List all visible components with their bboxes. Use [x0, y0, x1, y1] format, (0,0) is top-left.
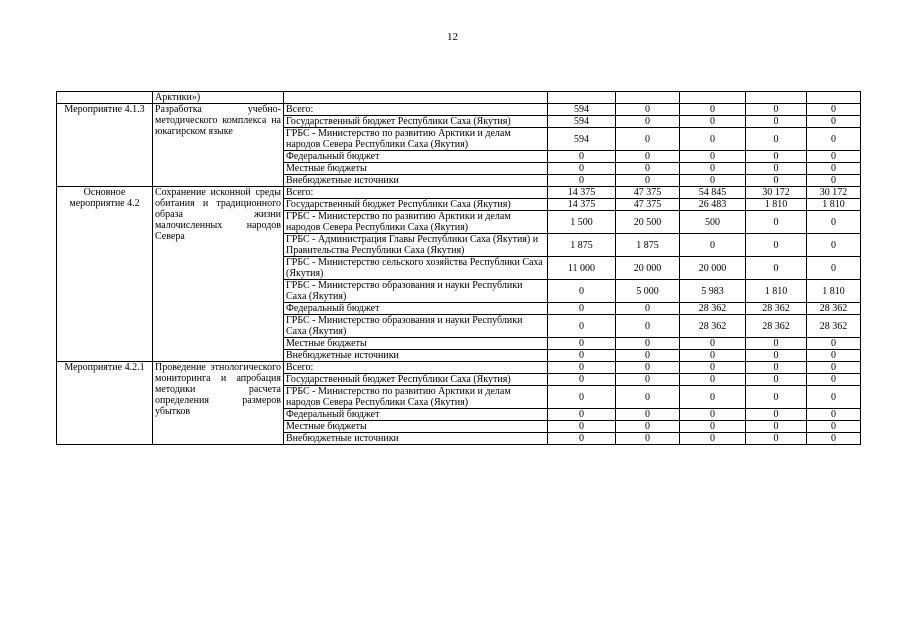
amount-cell: 0 — [548, 151, 616, 163]
amount-cell: 0 — [680, 350, 746, 362]
table-row — [57, 362, 861, 374]
amount-cell: 0 — [548, 374, 616, 386]
amount-cell: 26 483 — [680, 199, 746, 211]
amount-cell: 0 — [746, 350, 807, 362]
activity-name: Сохранение исконной среды обитания и традиционного образа жизни малочисленных народов Севера — [153, 187, 284, 362]
amount-cell: 0 — [680, 234, 746, 257]
amount-cell: 0 — [616, 104, 680, 116]
amount-cell: 0 — [807, 362, 861, 374]
amount-cell: 0 — [746, 116, 807, 128]
funding-source: Всего: — [284, 104, 548, 116]
activity-code: Основное мероприятие 4.2 — [57, 187, 153, 362]
amount-cell: 28 362 — [807, 315, 861, 338]
amount-cell: 0 — [680, 409, 746, 421]
funding-source: Местные бюджеты — [284, 338, 548, 350]
amount-cell: 0 — [548, 163, 616, 175]
amount-cell: 0 — [616, 338, 680, 350]
amount-cell: 0 — [680, 362, 746, 374]
amount-cell: 0 — [807, 350, 861, 362]
amount-cell: 0 — [807, 421, 861, 433]
activity-name: Разработка учебно-методического комплекса на юкагирском языке — [153, 104, 284, 187]
amount-cell: 1 810 — [807, 199, 861, 211]
budget-table — [56, 91, 861, 445]
funding-source: Внебюджетные источники — [284, 433, 548, 445]
amount-cell: 1 875 — [548, 234, 616, 257]
amount-cell: 1 810 — [746, 280, 807, 303]
amount-cell: 0 — [616, 163, 680, 175]
amount-cell: 0 — [548, 362, 616, 374]
amount-cell: 0 — [807, 374, 861, 386]
amount-cell: 0 — [548, 315, 616, 338]
funding-source: ГРБС - Министерство по развитию Арктики и делам народов Севера Республики Саха (Якутия) — [284, 211, 548, 234]
amount-cell: 0 — [746, 362, 807, 374]
amount-cell: 1 810 — [807, 280, 861, 303]
amount-cell: 0 — [616, 433, 680, 445]
table-row — [57, 187, 861, 199]
continuation-text: Арктики») — [153, 92, 284, 104]
amount-cell: 0 — [548, 175, 616, 187]
amount-cell: 594 — [548, 128, 616, 151]
amount-cell: 0 — [616, 362, 680, 374]
amount-cell: 0 — [746, 175, 807, 187]
amount-cell: 500 — [680, 211, 746, 234]
amount-cell: 14 375 — [548, 187, 616, 199]
amount-cell: 1 875 — [616, 234, 680, 257]
amount-cell: 0 — [746, 151, 807, 163]
amount-cell: 0 — [680, 128, 746, 151]
activity-code: Мероприятие 4.1.3 — [57, 104, 153, 187]
funding-source: Внебюджетные источники — [284, 350, 548, 362]
funding-source: ГРБС - Министерство по развитию Арктики и делам народов Севера Республики Саха (Якутия) — [284, 128, 548, 151]
cell-empty — [746, 92, 807, 104]
amount-cell: 0 — [548, 409, 616, 421]
amount-cell: 28 362 — [680, 315, 746, 338]
amount-cell: 0 — [807, 234, 861, 257]
cell-empty — [680, 92, 746, 104]
amount-cell: 0 — [807, 211, 861, 234]
amount-cell: 0 — [807, 338, 861, 350]
amount-cell: 0 — [807, 104, 861, 116]
amount-cell: 0 — [807, 175, 861, 187]
cell-empty — [616, 92, 680, 104]
funding-source: Всего: — [284, 362, 548, 374]
page-number: 12 — [447, 31, 458, 43]
amount-cell: 594 — [548, 104, 616, 116]
amount-cell: 0 — [680, 338, 746, 350]
amount-cell: 0 — [616, 374, 680, 386]
funding-source: ГРБС - Министерство по развитию Арктики и делам народов Севера Республики Саха (Якутия) — [284, 386, 548, 409]
amount-cell: 594 — [548, 116, 616, 128]
continuation-row — [57, 92, 861, 104]
funding-source: Всего: — [284, 187, 548, 199]
funding-source: Внебюджетные источники — [284, 175, 548, 187]
amount-cell: 0 — [680, 163, 746, 175]
amount-cell: 0 — [616, 175, 680, 187]
amount-cell: 0 — [807, 151, 861, 163]
amount-cell: 0 — [548, 386, 616, 409]
amount-cell: 0 — [680, 151, 746, 163]
cell-empty — [548, 92, 616, 104]
amount-cell: 0 — [616, 151, 680, 163]
activity-code: Мероприятие 4.2.1 — [57, 362, 153, 445]
amount-cell: 0 — [680, 386, 746, 409]
amount-cell: 0 — [548, 421, 616, 433]
amount-cell: 0 — [807, 409, 861, 421]
amount-cell: 11 000 — [548, 257, 616, 280]
amount-cell: 28 362 — [746, 315, 807, 338]
amount-cell: 0 — [548, 350, 616, 362]
amount-cell: 0 — [746, 386, 807, 409]
amount-cell: 28 362 — [746, 303, 807, 315]
amount-cell: 0 — [746, 234, 807, 257]
amount-cell: 0 — [746, 338, 807, 350]
amount-cell: 30 172 — [807, 187, 861, 199]
amount-cell: 0 — [807, 163, 861, 175]
amount-cell: 0 — [680, 433, 746, 445]
amount-cell: 20 500 — [616, 211, 680, 234]
funding-source: Федеральный бюджет — [284, 151, 548, 163]
cell-empty — [807, 92, 861, 104]
amount-cell: 0 — [807, 257, 861, 280]
activity-name: Проведение этнологического мониторинга и апробация методики расчета определения размеров убытков — [153, 362, 284, 445]
amount-cell: 0 — [616, 315, 680, 338]
funding-source: Государственный бюджет Республики Саха (Якутия) — [284, 116, 548, 128]
funding-source: ГРБС - Министерство сельского хозяйства Республики Саха (Якутия) — [284, 257, 548, 280]
amount-cell: 30 172 — [746, 187, 807, 199]
amount-cell: 0 — [548, 280, 616, 303]
amount-cell: 0 — [680, 421, 746, 433]
amount-cell: 0 — [807, 386, 861, 409]
amount-cell: 0 — [616, 303, 680, 315]
amount-cell: 0 — [746, 257, 807, 280]
amount-cell: 54 845 — [680, 187, 746, 199]
amount-cell: 0 — [746, 374, 807, 386]
amount-cell: 5 983 — [680, 280, 746, 303]
amount-cell: 0 — [746, 421, 807, 433]
amount-cell: 0 — [680, 116, 746, 128]
amount-cell: 0 — [616, 350, 680, 362]
amount-cell: 0 — [746, 104, 807, 116]
amount-cell: 0 — [548, 303, 616, 315]
amount-cell: 0 — [746, 128, 807, 151]
amount-cell: 20 000 — [680, 257, 746, 280]
amount-cell: 5 000 — [616, 280, 680, 303]
table-row — [57, 104, 861, 116]
amount-cell: 14 375 — [548, 199, 616, 211]
amount-cell: 0 — [807, 116, 861, 128]
amount-cell: 28 362 — [680, 303, 746, 315]
amount-cell: 0 — [746, 211, 807, 234]
cell-empty — [284, 92, 548, 104]
amount-cell: 47 375 — [616, 199, 680, 211]
amount-cell: 0 — [548, 338, 616, 350]
amount-cell: 0 — [746, 163, 807, 175]
funding-source: Местные бюджеты — [284, 421, 548, 433]
amount-cell: 1 810 — [746, 199, 807, 211]
funding-source: Федеральный бюджет — [284, 303, 548, 315]
amount-cell: 0 — [746, 409, 807, 421]
amount-cell: 0 — [616, 128, 680, 151]
funding-source: ГРБС - Министерство образования и науки Республики Саха (Якутия) — [284, 315, 548, 338]
funding-source: Государственный бюджет Республики Саха (Якутия) — [284, 374, 548, 386]
funding-source: Федеральный бюджет — [284, 409, 548, 421]
amount-cell: 0 — [548, 433, 616, 445]
amount-cell: 0 — [680, 175, 746, 187]
amount-cell: 0 — [807, 128, 861, 151]
cell-empty — [57, 92, 153, 104]
funding-source: ГРБС - Администрация Главы Республики Саха (Якутия) и Правительства Республики Саха (Якутия) — [284, 234, 548, 257]
amount-cell: 0 — [616, 386, 680, 409]
amount-cell: 28 362 — [807, 303, 861, 315]
amount-cell: 0 — [680, 104, 746, 116]
amount-cell: 0 — [616, 421, 680, 433]
funding-source: ГРБС - Министерство образования и науки Республики Саха (Якутия) — [284, 280, 548, 303]
funding-source: Государственный бюджет Республики Саха (Якутия) — [284, 199, 548, 211]
amount-cell: 0 — [807, 433, 861, 445]
amount-cell: 47 375 — [616, 187, 680, 199]
amount-cell: 20 000 — [616, 257, 680, 280]
amount-cell: 0 — [616, 116, 680, 128]
amount-cell: 1 500 — [548, 211, 616, 234]
funding-source: Местные бюджеты — [284, 163, 548, 175]
amount-cell: 0 — [680, 374, 746, 386]
amount-cell: 0 — [616, 409, 680, 421]
amount-cell: 0 — [746, 433, 807, 445]
